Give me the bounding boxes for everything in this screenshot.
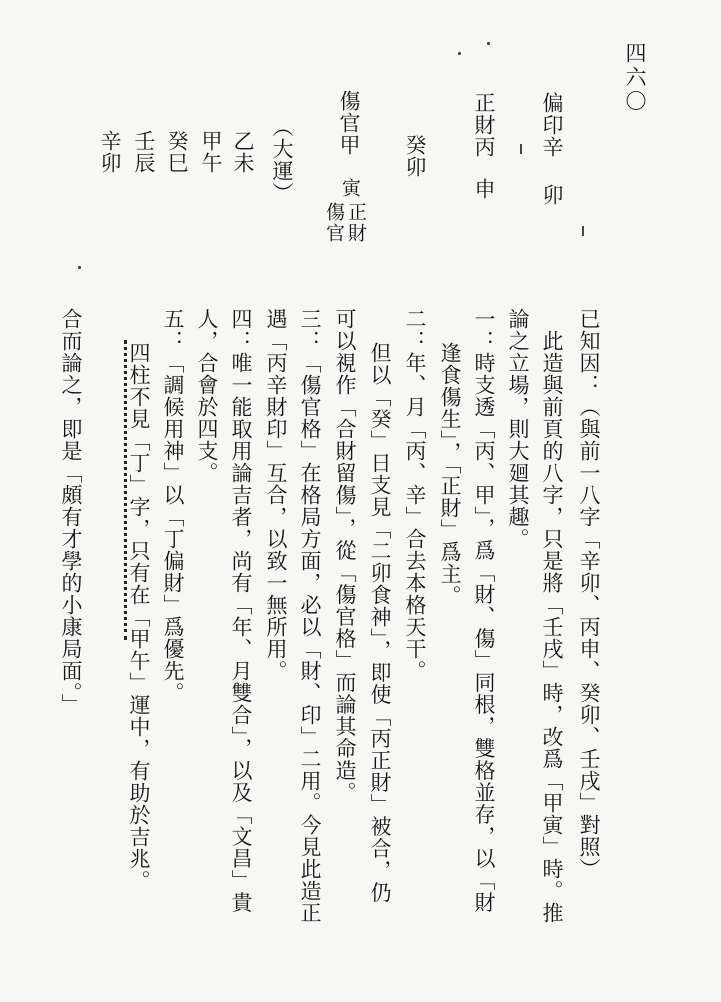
hidden-stem-annotation-right: 正財 [345, 202, 367, 244]
body-line: 遇「丙辛財印」互合，以致一無所用。 [264, 308, 288, 682]
scan-mark [520, 144, 522, 154]
pillar-day: 癸卯 [403, 134, 427, 178]
body-line: 人，合會於四支。 [195, 308, 219, 484]
pillar-hour-stem: 傷官甲 [337, 90, 361, 156]
body-line: 五：「調候用神」以「丁偏財」爲優先。 [161, 308, 185, 704]
scan-speck [458, 52, 461, 55]
scan-speck [487, 42, 490, 45]
body-line: 一：時支透「丙、甲」，爲「財、傷」同根，雙格並存，以「財 [472, 308, 496, 914]
pillar-month-branch: 申 [472, 178, 496, 200]
pillar-year-stem: 偏印辛 [540, 92, 564, 158]
pillar-month-stem: 正財丙 [472, 92, 496, 158]
dayun-column: 壬辰 [132, 130, 156, 174]
scan-speck [78, 266, 81, 269]
body-line: 此造與前頁的八字，只是將「壬戌」時，改爲「甲寅」時。推 [540, 330, 564, 924]
pillar-year-branch: 卯 [540, 184, 564, 206]
body-line: 但以「癸」日支見「二卯食神」，即使「丙正財」被合，仍 [368, 342, 392, 904]
hidden-stem-annotation-left: 傷官 [323, 202, 345, 244]
dayun-label: （大運） [270, 116, 294, 204]
dayun-column: 乙未 [231, 130, 255, 174]
body-line: 合而論之，即是「頗有才學的小康局面。」 [59, 308, 83, 716]
body-line: 論之立場，則大廻其趣。 [506, 308, 530, 550]
scan-mark [582, 226, 584, 236]
dayun-column: 甲午 [199, 130, 223, 174]
page-number: 四六〇 [623, 42, 647, 114]
dayun-column: 癸巳 [165, 130, 189, 174]
body-line: 二：年、月「丙、辛」合去本格天干。 [403, 308, 427, 682]
dotted-separator [124, 340, 127, 640]
body-line: 可以視作「合財留傷」，從「傷官格」而論其命造。 [333, 308, 357, 804]
dayun-column: 辛卯 [98, 130, 122, 174]
body-line: 四柱不見「丁」字，只有在「甲午」運中，有助於吉兆。 [127, 342, 151, 892]
body-line: 三：「傷官格」在格局方面，必以「財、印」二用。今見此造正 [298, 308, 322, 924]
pillar-hour-branch: 寅 [339, 178, 361, 199]
body-line: 逢食傷生」，「正財」爲主。 [438, 342, 462, 607]
body-line: 已知因：（與前一八字「辛卯、丙申、癸卯、壬戌」對照） [577, 308, 601, 880]
body-line: 四：唯一能取用論吉者，尚有「年、月雙合」，以及「文昌」貴 [229, 308, 253, 914]
